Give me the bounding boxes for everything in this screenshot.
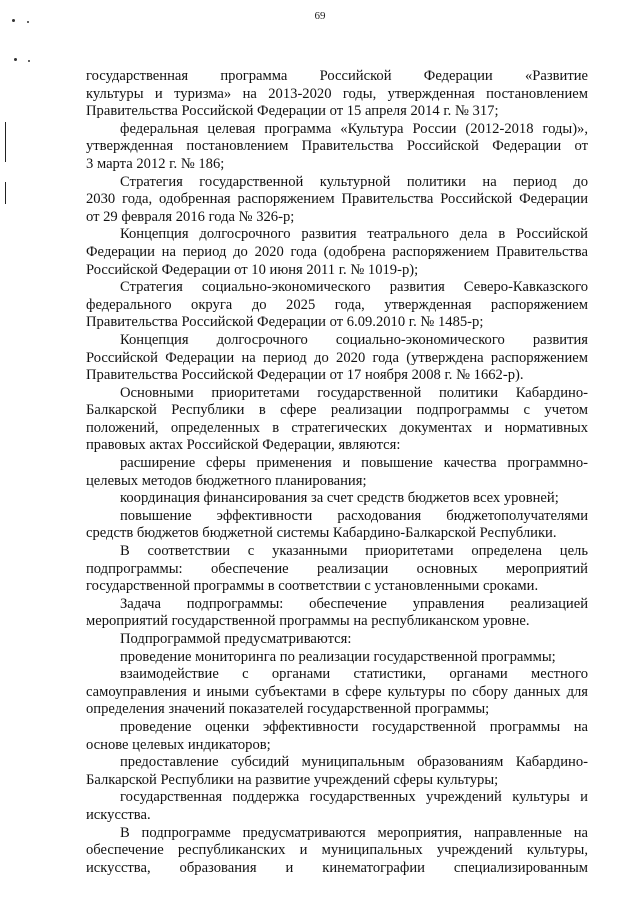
scan-speck: [14, 58, 17, 61]
text-line: основе целевых индикаторов;: [86, 736, 271, 753]
text-line: культуры и туризма» на 2013-2020 годы, утвержденная постановлением: [86, 85, 588, 102]
page-number: 69: [314, 10, 326, 22]
text-line: В подпрограмме предусматриваются мероприятия, направленные на: [120, 824, 588, 841]
text-line: искусства.: [86, 806, 151, 823]
text-line: Балкарской Республики в сфере реализации подпрограммы с учетом: [86, 402, 588, 419]
text-line: целевых методов бюджетного планирования;: [86, 472, 367, 489]
scan-margin-mark: [5, 122, 6, 162]
text-line: государственная поддержка государственных учреждений культуры и: [120, 789, 588, 806]
paragraph: [86, 174, 588, 227]
text-line: от 29 февраля 2016 года № 326-р;: [86, 208, 295, 225]
text-line: Правительства Российской Федерации от 6.09.2010 г. № 1485-р;: [86, 314, 484, 331]
text-line: подпрограммы: обеспечение реализации основных мероприятий: [86, 560, 588, 577]
paragraph: [86, 508, 588, 543]
text-line: федеральная целевая программа «Культура России (2012-2018 годы)»,: [120, 120, 588, 137]
text-line: Российской Федерации на период до 2020 года (утверждена распоряжением: [86, 349, 588, 366]
scan-margin-mark: [5, 182, 6, 204]
paragraph: [86, 666, 588, 719]
text-line: Основными приоритетами государственной политики Кабардино-: [120, 384, 588, 401]
text-line: Правительства Российской Федерации от 15 апреля 2014 г. № 317;: [86, 103, 499, 120]
text-line: искусства, образования и кинематографии специализированным: [86, 859, 588, 876]
text-line: взаимодействие с органами статистики, органами местного: [120, 666, 588, 683]
text-line: государственной программы в соответствии с установленными сроками.: [86, 578, 539, 595]
text-line: 2030 года, одобренная распоряжением Правительства Российской Федерации: [86, 191, 588, 208]
paragraph: [86, 332, 588, 385]
text-line: самоуправления и иными субъектами в сфере культуры по сбору данных для: [86, 683, 588, 700]
scan-speck: [28, 60, 30, 62]
paragraph: [86, 543, 588, 596]
paragraph: [86, 719, 588, 754]
text-line: определения значений показателей государственной программы;: [86, 701, 490, 718]
paragraph: [86, 596, 588, 631]
text-line: проведение мониторинга по реализации государственной программы;: [120, 648, 556, 665]
text-line: Стратегия государственной культурной политики на период до: [120, 173, 588, 190]
scan-speck: [12, 19, 15, 22]
text-line: Балкарской Республики на развитие учреждений сферы культуры;: [86, 771, 499, 788]
text-line: повышение эффективности расходования бюджетополучателями: [120, 507, 588, 524]
text-line: Правительства Российской Федерации от 17 ноября 2008 г. № 1662-р).: [86, 367, 524, 384]
paragraph: [86, 631, 588, 649]
text-line: Концепция долгосрочного развития театрального дела в Российской: [120, 226, 588, 243]
text-line: федерального округа до 2025 года, утвержденная распоряжением: [86, 296, 588, 313]
text-line: государственная программа Российской Федерации «Развитие: [86, 68, 588, 84]
paragraph: [86, 455, 588, 490]
paragraph: [86, 754, 588, 789]
text-line: 3 марта 2012 г. № 186;: [86, 155, 225, 172]
text-line: утвержденная постановлением Правительства Российской Федерации от: [86, 138, 588, 155]
text-line: правовых актах Российской Федерации, являются:: [86, 437, 401, 454]
paragraph: [86, 789, 588, 824]
text-line: Концепция долгосрочного социально-экономического развития: [120, 331, 588, 348]
paragraph: [86, 825, 588, 878]
document-body: [86, 68, 588, 877]
paragraph: [86, 121, 588, 174]
paragraph: [86, 226, 588, 279]
text-line: положений, определенных в стратегических документах и нормативных: [86, 419, 588, 436]
text-line: предоставление субсидий муниципальным образованиям Кабардино-: [120, 754, 588, 771]
paragraph: [86, 649, 588, 667]
text-line: мероприятий государственной программы на республиканском уровне.: [86, 613, 530, 630]
text-line: координация финансирования за счет средств бюджетов всех уровней;: [120, 490, 559, 507]
text-line: В соответствии с указанными приоритетами определена цель: [120, 543, 588, 560]
text-line: Стратегия социально-экономического развития Северо-Кавказского: [120, 279, 588, 296]
scan-speck: [27, 21, 29, 23]
text-line: расширение сферы применения и повышение качества программно-: [120, 455, 588, 472]
paragraph: [86, 490, 588, 508]
text-line: Задача подпрограммы: обеспечение управления реализацией: [120, 595, 588, 612]
text-line: проведение оценки эффективности государственной программы на: [120, 718, 588, 735]
paragraph: [86, 279, 588, 332]
paragraph: [86, 385, 588, 455]
text-line: Подпрограммой предусматриваются:: [120, 631, 352, 647]
text-line: средств бюджетов бюджетной системы Кабардино-Балкарской Республики.: [86, 525, 557, 542]
paragraph: [86, 68, 588, 121]
text-line: Федерации на период до 2020 года (одобрена распоряжением Правительства: [86, 243, 588, 260]
text-line: обеспечение республиканских и муниципальных учреждений культуры,: [86, 842, 588, 859]
text-line: Российской Федерации от 10 июня 2011 г. № 1019-р);: [86, 261, 419, 278]
